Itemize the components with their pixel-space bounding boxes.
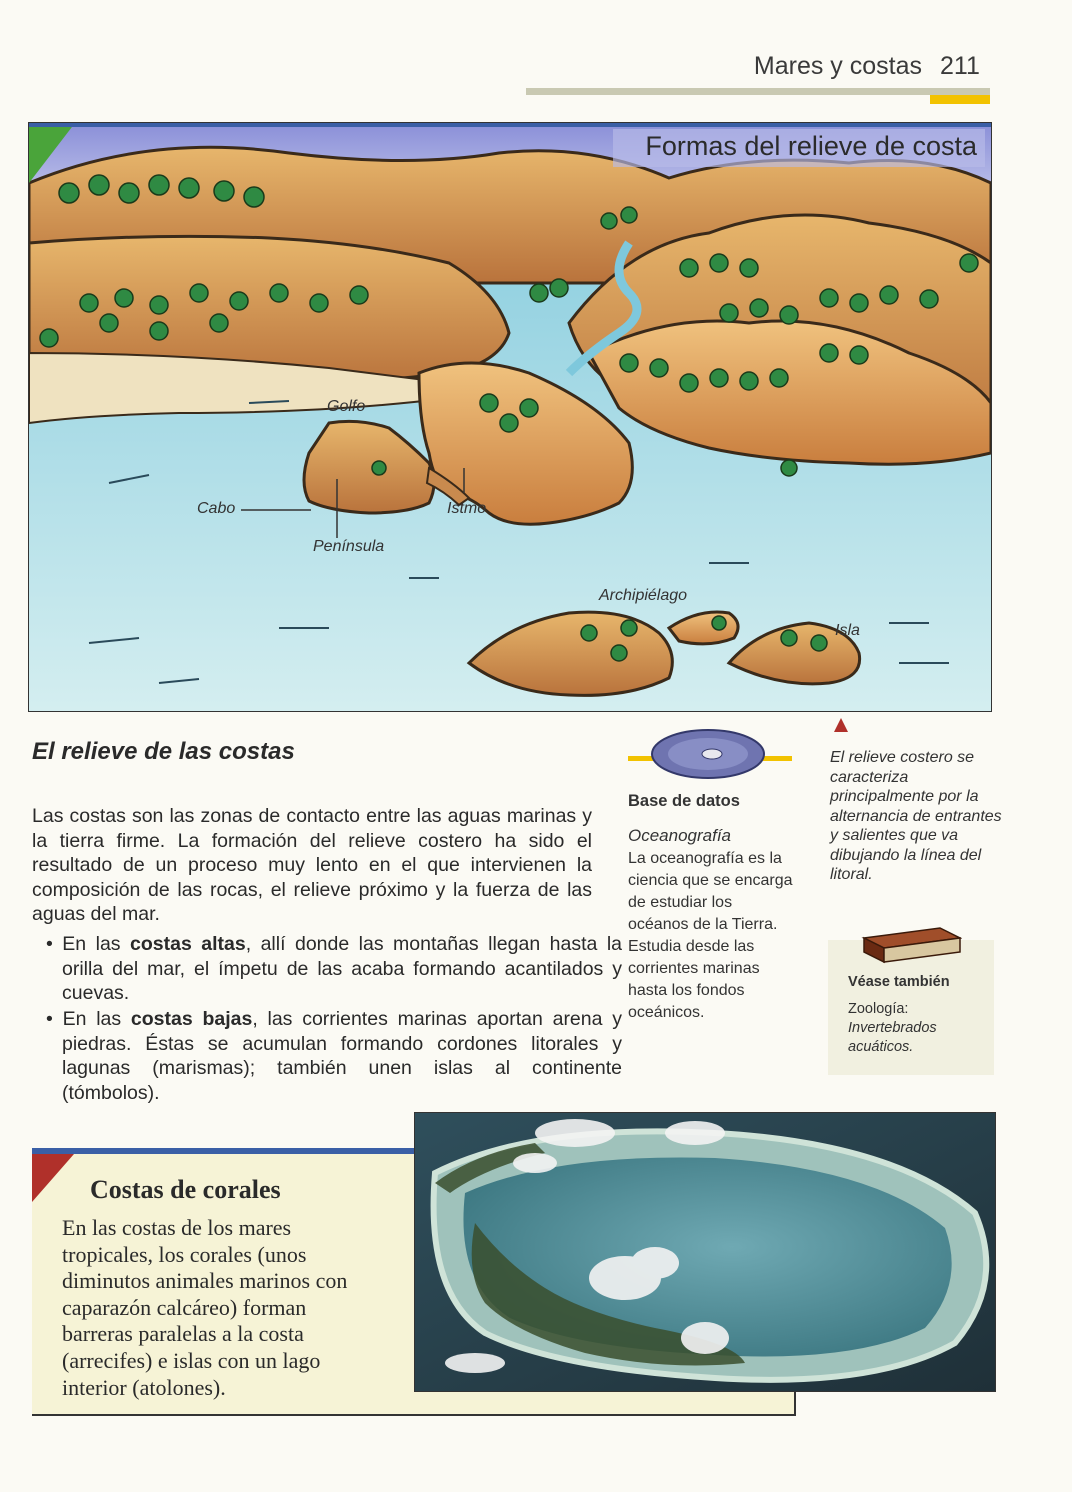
database-subject: Oceanografía — [628, 826, 732, 845]
cd-icon — [650, 728, 766, 780]
illustration-caption: El relieve costero se caracteriza principalmente por la alternancia de entrantes y salientes que va dibujando la línea del litoral. — [830, 749, 1002, 883]
red-corner-icon — [32, 1154, 74, 1202]
label-peninsula: Península — [313, 538, 385, 555]
corals-top-rule — [32, 1148, 414, 1154]
label-archipielago: Archipiélago — [599, 587, 688, 604]
corals-text: En las costas de los mares tropicales, los corales (unos diminutos animales marinos con caparazón calcáreo) forman barreras paralelas a la costa (arrecifes) e islas con un lago interior (atolones). — [62, 1215, 348, 1400]
triangle-marker-icon — [834, 718, 848, 732]
database-text: La oceanografía es la ciencia que se encarga de estudiar los océanos de la Tierra. Estudia desde las corrientes marinas hasta los fondos oceánicos. — [628, 850, 793, 1021]
see-also-title: Véase también — [848, 974, 950, 990]
label-golfo: Golfo — [327, 398, 366, 415]
coastal-relief-illustration — [28, 122, 992, 712]
intro-paragraph: Las costas son las zonas de contacto entre las aguas marinas y la tierra firme. La formación del relieve costero ha sido el resultado de un proceso muy lento en el que intervienen la composición de las rocas, el relieve próximo y la fuerza de las aguas del mar. — [32, 805, 592, 925]
running-head: Mares y costas — [753, 52, 922, 80]
page-number: 211 — [940, 52, 980, 80]
label-isla: Isla — [835, 622, 860, 639]
header-accent-bar — [930, 95, 990, 104]
atoll-photo — [414, 1112, 996, 1392]
see-also-text: Zoología: Invertebrados acuáticos. — [848, 1001, 937, 1055]
bullet-costas-bajas: • En las costas bajas, las corrientes marinas aportan arena y piedras. Éstas se acumulan formando cordones litorales y lagunas (marismas); también unen islas al continente (tómbolos). — [46, 1008, 622, 1104]
label-istmo: Istmo — [447, 500, 487, 517]
label-cabo: Cabo — [197, 500, 236, 517]
bullet-costas-altas: • En las costas altas, allí donde las montañas llegan hasta la orilla del mar, el ímpetu de las acaba formando acantilados y cuevas. — [46, 933, 622, 1004]
illustration-title: Formas del relieve de costa — [645, 131, 977, 161]
section-heading: El relieve de las costas — [32, 738, 295, 765]
corals-title: Costas de corales — [90, 1175, 281, 1204]
header-rule — [526, 88, 990, 95]
database-title: Base de datos — [628, 792, 740, 810]
book-icon — [860, 924, 962, 964]
